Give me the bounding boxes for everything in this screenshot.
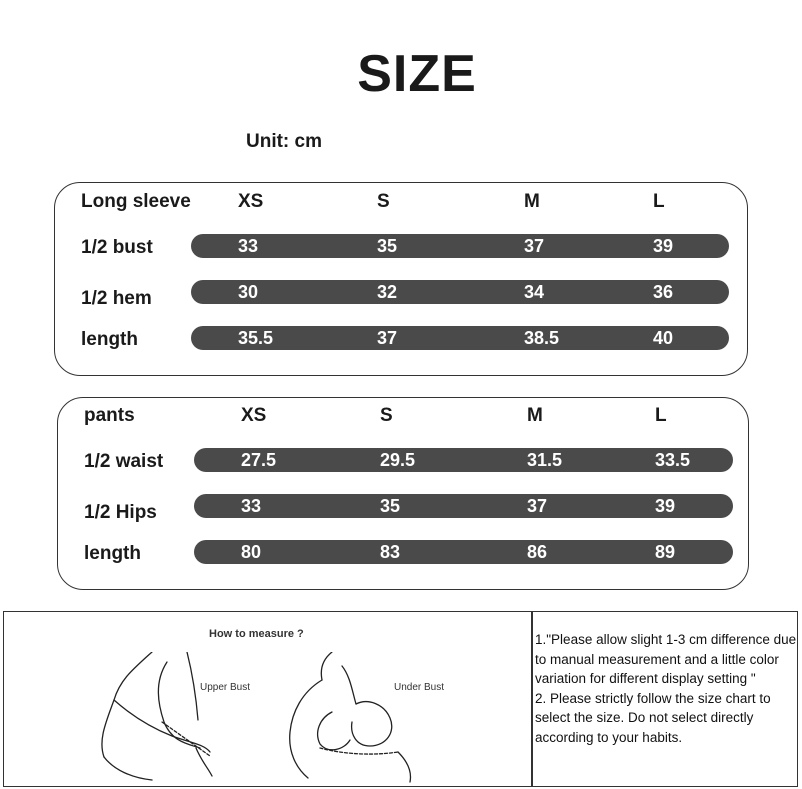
table-cell: 35 bbox=[380, 496, 401, 516]
size-header-s: S bbox=[380, 405, 393, 426]
table-cell: 33 bbox=[241, 496, 262, 516]
unit-label: Unit: cm bbox=[246, 131, 322, 152]
table-cell: 29.5 bbox=[380, 450, 416, 470]
size-header-l: L bbox=[653, 191, 665, 212]
table-cell: 33 bbox=[238, 236, 259, 256]
table-cell: 34 bbox=[524, 282, 545, 302]
size-notes bbox=[535, 630, 797, 747]
how-to-measure-panel bbox=[3, 611, 798, 787]
table-cell: 37 bbox=[527, 496, 548, 516]
table-cell: 27.5 bbox=[241, 450, 277, 470]
under-bust-label: Under Bust bbox=[394, 682, 445, 693]
table-row bbox=[191, 280, 729, 304]
table-cell: 86 bbox=[527, 542, 548, 562]
table-cell: 80 bbox=[241, 542, 262, 562]
size-header-xs: XS bbox=[241, 405, 267, 426]
size-header-m: M bbox=[524, 191, 540, 212]
table-header-label: pants bbox=[84, 405, 135, 426]
table-cell: 40 bbox=[653, 328, 674, 348]
table-cell: 38.5 bbox=[524, 328, 560, 348]
row-label: 1/2 hem bbox=[81, 288, 152, 309]
table-cell: 89 bbox=[655, 542, 676, 562]
table-row bbox=[191, 326, 729, 350]
panel-divider bbox=[531, 612, 533, 786]
size-header-l: L bbox=[655, 405, 667, 426]
table-cell: 35.5 bbox=[238, 328, 274, 348]
pants-size-table bbox=[57, 397, 749, 590]
table-cell: 39 bbox=[655, 496, 676, 516]
table-cell: 37 bbox=[524, 236, 545, 256]
size-header-s: S bbox=[377, 191, 390, 212]
table-row bbox=[191, 234, 729, 258]
table-cell: 33.5 bbox=[655, 450, 691, 470]
size-header-m: M bbox=[527, 405, 543, 426]
table-cell: 83 bbox=[380, 542, 401, 562]
table-row bbox=[194, 494, 733, 518]
table-cell: 36 bbox=[653, 282, 674, 302]
row-label: 1/2 waist bbox=[84, 451, 164, 472]
table-cell: 37 bbox=[377, 328, 398, 348]
row-label: length bbox=[84, 543, 141, 564]
row-label: length bbox=[81, 329, 138, 350]
long-sleeve-size-table bbox=[54, 182, 748, 376]
row-label: 1/2 Hips bbox=[84, 502, 157, 523]
table-row bbox=[194, 540, 733, 564]
note-2: 2. Please strictly follow the size chart to select the size. Do not select directly according to your habits. bbox=[535, 690, 771, 745]
table-cell: 39 bbox=[653, 236, 674, 256]
table-row bbox=[194, 448, 733, 472]
row-label: 1/2 bust bbox=[81, 237, 153, 258]
how-to-measure-heading: How to measure ? bbox=[209, 628, 304, 640]
table-cell: 32 bbox=[377, 282, 398, 302]
note-1: 1."Please allow slight 1-3 cm difference due to manual measurement and a little color variation for different display setting " bbox=[535, 632, 797, 686]
size-header-xs: XS bbox=[238, 191, 264, 212]
table-header-label: Long sleeve bbox=[81, 191, 191, 212]
upper-bust-figure bbox=[92, 652, 232, 787]
upper-bust-label: Upper Bust bbox=[200, 682, 251, 693]
table-cell: 30 bbox=[238, 282, 259, 302]
table-cell: 31.5 bbox=[527, 450, 563, 470]
under-bust-figure bbox=[272, 652, 432, 787]
table-cell: 35 bbox=[377, 236, 398, 256]
page-title: SIZE bbox=[357, 45, 477, 103]
